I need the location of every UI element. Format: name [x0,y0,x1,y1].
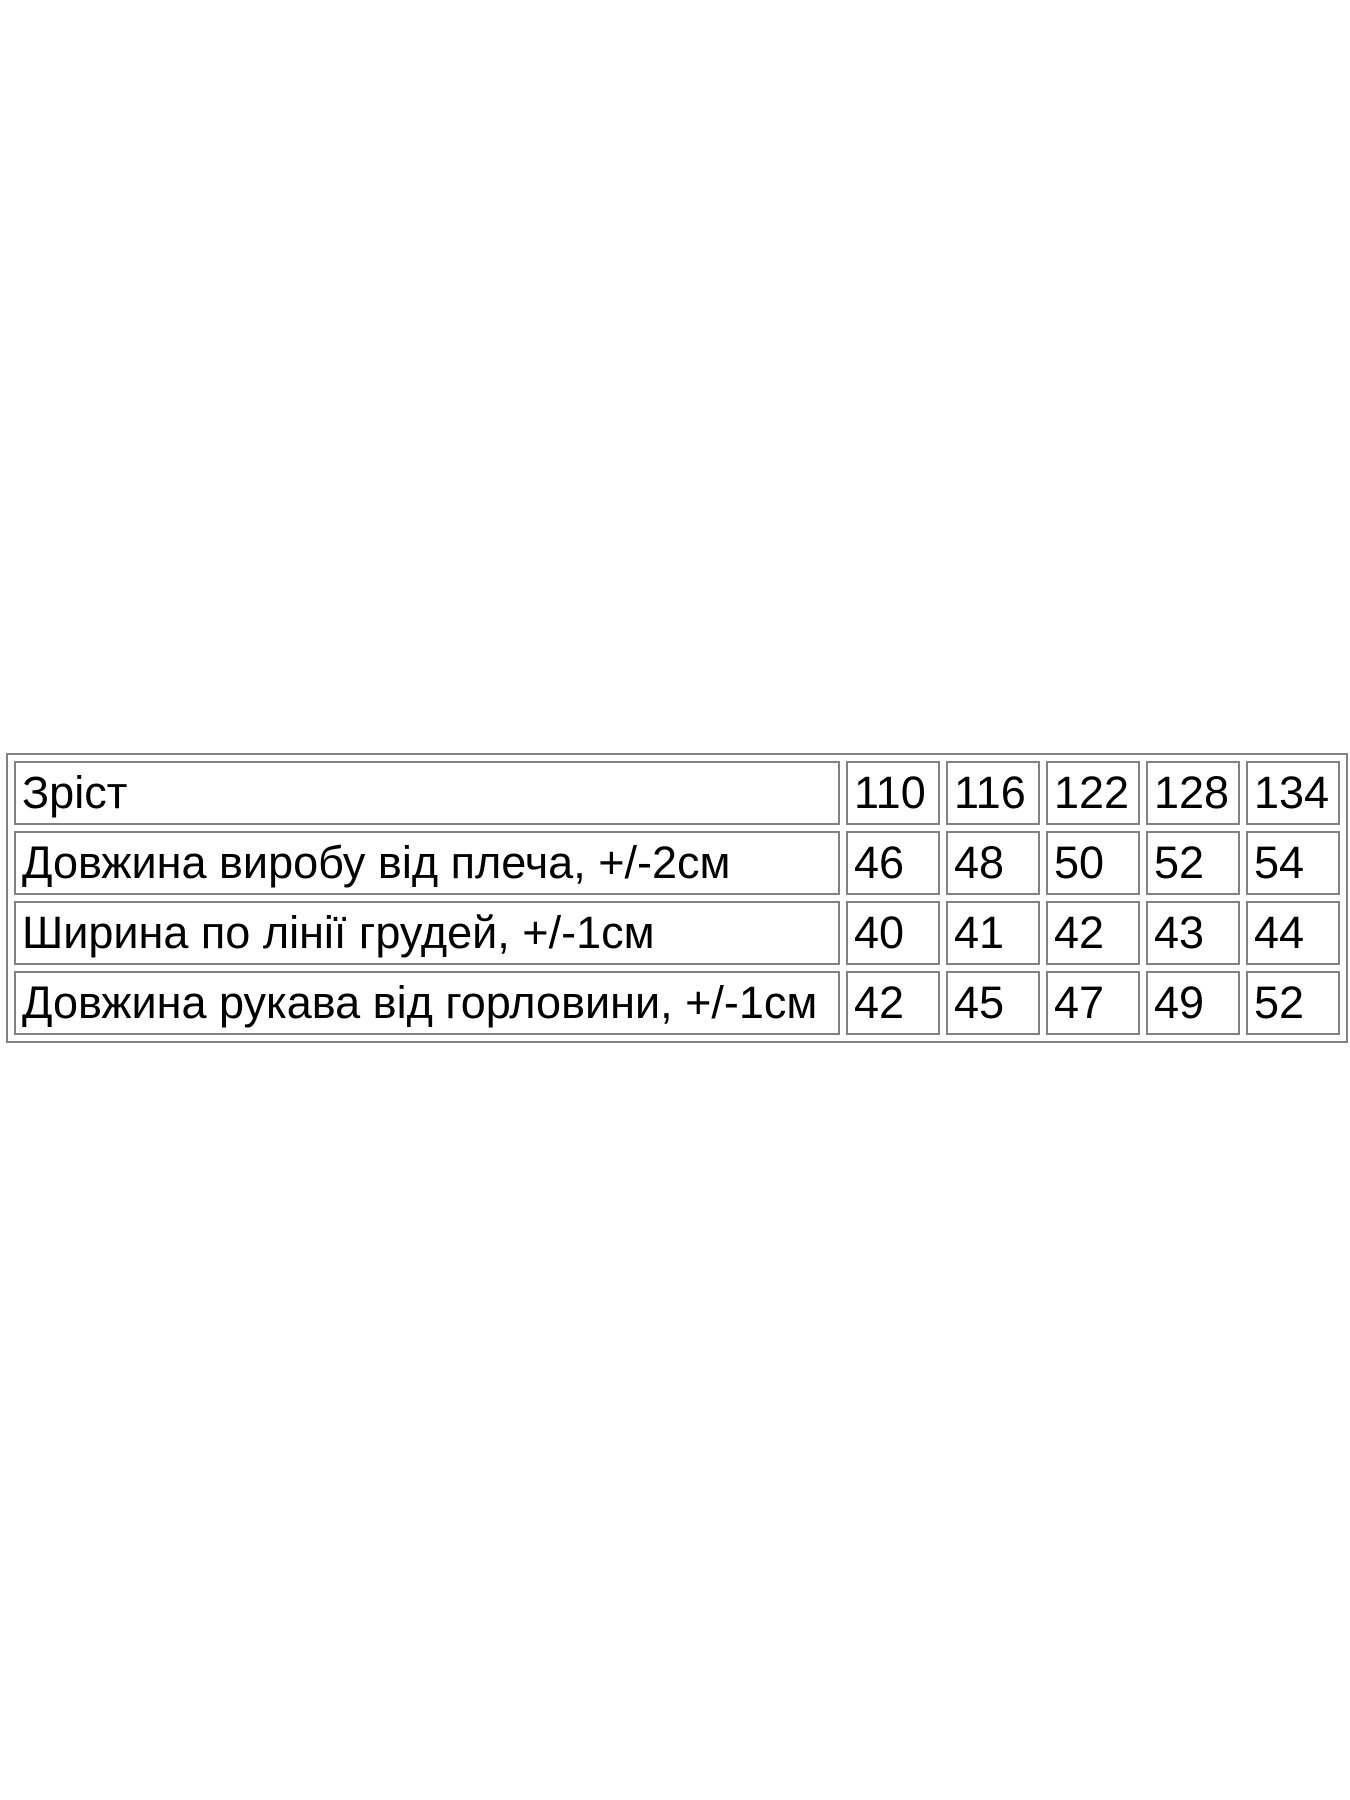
value-cell: 40 [846,901,940,965]
header-size-cell: 128 [1146,761,1240,825]
value-cell: 44 [1246,901,1340,965]
size-chart-table [6,753,1348,1043]
table-row [14,971,1340,1035]
value-cell: 41 [946,901,1040,965]
row-label-cell: Довжина рукава від горловини, +/-1см [14,971,840,1035]
table-row [14,831,1340,895]
value-cell: 47 [1046,971,1140,1035]
header-size-cell: 116 [946,761,1040,825]
value-cell: 54 [1246,831,1340,895]
value-cell: 43 [1146,901,1240,965]
value-cell: 48 [946,831,1040,895]
header-row [14,761,1340,825]
table-row [14,901,1340,965]
header-size-cell: 134 [1246,761,1340,825]
row-label-cell: Довжина виробу від плеча, +/-2см [14,831,840,895]
header-size-cell: 110 [846,761,940,825]
header-label-cell: Зріст [14,761,840,825]
value-cell: 50 [1046,831,1140,895]
value-cell: 49 [1146,971,1240,1035]
value-cell: 42 [1046,901,1140,965]
value-cell: 46 [846,831,940,895]
value-cell: 45 [946,971,1040,1035]
row-label-cell: Ширина по лінії грудей, +/-1см [14,901,840,965]
value-cell: 42 [846,971,940,1035]
header-size-cell: 122 [1046,761,1140,825]
value-cell: 52 [1246,971,1340,1035]
value-cell: 52 [1146,831,1240,895]
